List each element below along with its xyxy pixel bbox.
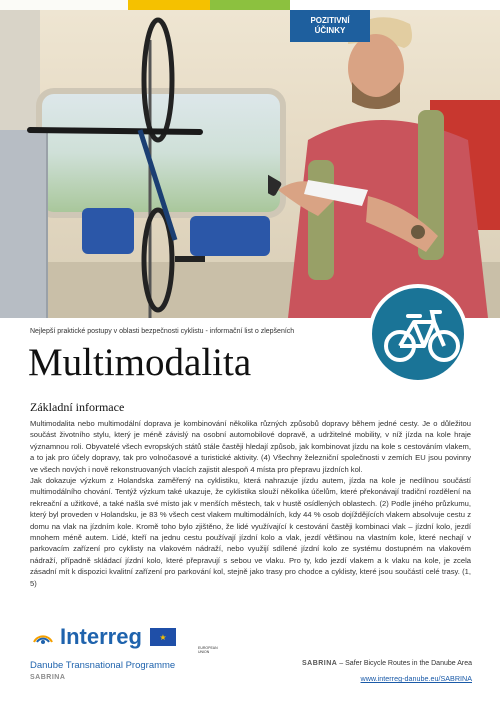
body-text (30, 418, 471, 589)
badge-line: ÚČINKY (314, 26, 346, 35)
hanging-bicycle-illustration (0, 0, 300, 318)
body-paragraph: Multimodalita nebo multimodální doprava je kombinování několika různých způsobů dopravy během jedné cesty. Je o důležitou součást životního stylu, který je méně závislý na osobní automobilové dopravě, a udržitelné mobility, v níž jízda na kole hraje významnou roli. Obyvatelé všech evropských států stále častěji hledají způsob, jak kombinovat jízdu na kole s cestováním vlakem, a to jak pro účely dopravy, tak pro volnočasové a turistické aktivity. (4) Všechny železniční společnosti v zemích EU jsou povinny ve všech nových i nově rekonstruovaných vlacích zajistit alespoň 4 místa pro přepravu jízdních kol. (30, 419, 471, 474)
footer-tagline: – Safer Bicycle Routes in the Danube Area (337, 660, 472, 667)
eu-caption: EUROPEAN UNION (198, 646, 218, 654)
interreg-signal-icon (30, 624, 56, 650)
page-subtitle: Nejlepší praktické postupy v oblasti bezpečnosti cyklistu - informační list o zlepšeních (30, 328, 295, 335)
bicycle-icon (368, 284, 468, 384)
footer-project-info (302, 660, 472, 683)
color-strip (0, 0, 500, 10)
badge-line: POZITIVNÍ (310, 16, 350, 25)
interreg-logo (30, 618, 220, 688)
project-name: SABRINA (30, 674, 66, 681)
footer-brand: SABRINA (301, 660, 338, 667)
programme-name: Danube Transnational Programme (30, 660, 176, 671)
interreg-wordmark: Interreg (60, 624, 142, 649)
category-badge (290, 10, 370, 42)
section-heading: Základní informace (30, 400, 125, 414)
project-link[interactable]: www.interreg-danube.eu/SABRINA (360, 674, 472, 683)
eu-flag-icon: ★ (150, 628, 176, 646)
man-with-phone-illustration (268, 0, 500, 318)
page-title: Multimodalita (28, 341, 252, 384)
body-paragraph: Jak dokazuje výzkum z Holandska zaměřený na cyklistiku, která nahrazuje jízdu autem, jízda na kole je nedílnou součástí multimodálního chování. Tentýž výzkum také ukazuje, že cyklistika slouží několika účelům, které překonávají tradiční rozdělení na rekreační a užitkové, a také našla své místo jak v menších městech, tak v hustě osídlených oblastech. (2) Podle jiného průzkumu, který byl proveden v Holandsku, je 83 % všech cest vlakem multimodálních, kdy 44 % osob dojíždějících vlakem absolvuje cestu z domu na vlak na jízdním kole. Kromě toho bylo zjištěno, že lidé využívající k cestování častěji kombinaci vlak – jízdní kolo, jezdí mnohem méně autem. Lidé, kteří na jednu cestu používají jízdní kolo a vlak, jezdí většinou na vlastním kole, které nechají v parkovacím zařízení pro cyklisty na vlakovém nádraží, nebo využijí sdílené jízdní kolo ze systému dostupném na vlakovém nádraží, případně skládací jízdní kolo, které přepravují s sebou ve vlaku. Pro ty, kdo jezdí vlakem a k vlaku na kole, je zcela zásadní mít k dispozici kvalitní zařízení pro parkování kol, stejně jako trasy pro chodce a cyklisty, které jsou součástí celé trasy. (1, 5) (30, 476, 471, 588)
header-photo (0, 0, 500, 318)
